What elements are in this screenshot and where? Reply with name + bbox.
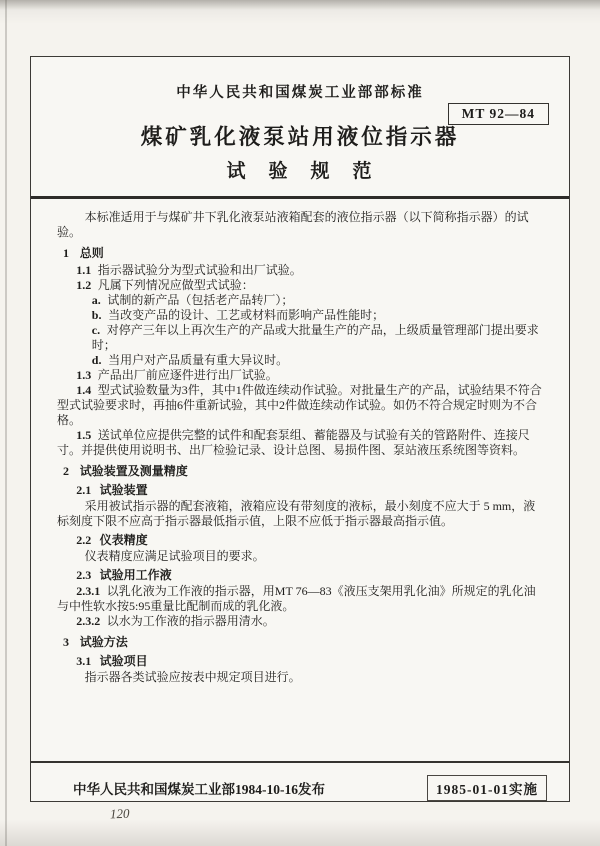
clause-text: 产品出厂前应逐件进行出厂试验。: [97, 368, 278, 382]
standard-org-line: 中华人民共和国煤炭工业部部标准: [176, 85, 424, 101]
standard-number: MT 92—84: [461, 106, 535, 121]
footer: [31, 761, 569, 801]
clause-text: 送试单位应提供完整的试件和配套泵组、蓄能器及与试验有关的管路附件、连接尺寸。并提供使用说明书、出厂检验记录、设计总图、易损件图、泵站液压系统图等资料。: [57, 428, 530, 457]
list-item: [57, 353, 543, 368]
item-letter: d.: [91, 353, 102, 367]
clause-number: 1.1: [76, 263, 92, 277]
item-text: 对停产三年以上再次生产的产品或大批量生产的产品，上级质量管理部门提出要求时；: [91, 323, 539, 352]
clause: [57, 383, 543, 428]
section-title: 总则: [79, 246, 104, 260]
subsection-heading: [57, 654, 543, 669]
body-paragraph: 采用被试指示器的配套液箱，液箱应设有带刻度的液标，最小刻度不应大于 5 mm，液标刻度下限不应高于指示器最低指示值，上限不应低于指示器最高指示值。: [57, 499, 536, 528]
clause: [57, 263, 543, 278]
clause-number: 1.3: [76, 368, 92, 382]
clause-number: 1.2: [76, 278, 92, 292]
subsection-number: 2.1: [76, 483, 92, 497]
item-text: 当用户对产品质量有重大异议时。: [108, 353, 289, 367]
item-text: 试制的新产品（包括老产品转厂）；: [107, 293, 294, 307]
subsection-number: 2.3: [76, 568, 92, 582]
document-title: 煤矿乳化液泵站用液位指示器: [140, 125, 460, 149]
clause-number: 2.3.1: [76, 584, 101, 598]
section-title: 试验装置及测量精度: [79, 464, 188, 478]
clause-number: 1.5: [76, 428, 92, 442]
section-number: 2: [63, 464, 69, 478]
document-body: [31, 199, 569, 685]
section-heading: [57, 635, 543, 650]
list-item: [57, 308, 543, 323]
subsection-heading: [57, 568, 543, 583]
section-number: 3: [63, 635, 69, 649]
issue-statement: 中华人民共和国煤炭工业部1984-10-16发布: [73, 782, 325, 797]
clause-text: 以水为工作液的指示器用清水。: [106, 614, 275, 628]
clause-number: 1.4: [76, 383, 92, 397]
list-item: [57, 293, 543, 308]
clause-text: 型式试验数量为3件，其中1件做连续动作试验。对批量生产的产品，试验结果不符合型式试验要求时，再抽6件重新试验，其中2件做连续动作试验。如仍不符合规定时则为不合格。: [57, 383, 542, 427]
subsection-heading: [57, 483, 543, 498]
clause-number: 2.3.2: [76, 614, 101, 628]
subsection-number: 2.2: [76, 533, 92, 547]
scan-edge-artifact: [5, 0, 7, 846]
implementation-date: 1985-01-01实施: [427, 775, 547, 801]
subsection-title: 试验用工作液: [99, 568, 172, 582]
item-letter: b.: [91, 308, 102, 322]
clause: [57, 368, 543, 383]
intro-paragraph: 本标准适用于与煤矿井下乳化液泵站液箱配套的液位指示器（以下简称指示器）的试验。: [57, 210, 529, 239]
clause: [57, 428, 543, 458]
body-paragraph: 仪表精度应满足试验项目的要求。: [84, 549, 265, 563]
clause: [57, 278, 543, 293]
clause: [57, 614, 543, 629]
section-title: 试验方法: [79, 635, 128, 649]
section-heading: [57, 464, 543, 479]
section-number: 1: [63, 246, 69, 260]
item-letter: c.: [91, 323, 101, 337]
item-letter: a.: [91, 293, 101, 307]
item-text: 当改变产品的设计、工艺或材料而影响产品性能时；: [108, 308, 385, 322]
subsection-title: 试验项目: [99, 654, 148, 668]
section-heading: [57, 246, 543, 261]
page-border-frame: [30, 56, 570, 802]
clause: [57, 584, 543, 614]
standard-number-box: [448, 103, 549, 125]
page-number: 120: [109, 805, 130, 822]
document-subtitle: 试 验 规 范: [226, 161, 374, 182]
clause-text: 凡属下列情况应做型式试验：: [97, 278, 254, 292]
subsection-heading: [57, 533, 543, 548]
subsection-title: 仪表精度: [99, 533, 148, 547]
subsection-title: 试验装置: [99, 483, 148, 497]
clause-text: 指示器试验分为型式试验和出厂试验。: [97, 263, 302, 277]
subsection-number: 3.1: [76, 654, 92, 668]
body-paragraph: 指示器各类试验应按表中规定项目进行。: [84, 670, 301, 684]
list-item: [57, 323, 543, 353]
clause-text: 以乳化液为工作液的指示器，用MT 76—83《液压支架用乳化油》所规定的乳化油与中性软水按5:95重量比配制而成的乳化液。: [57, 584, 536, 613]
